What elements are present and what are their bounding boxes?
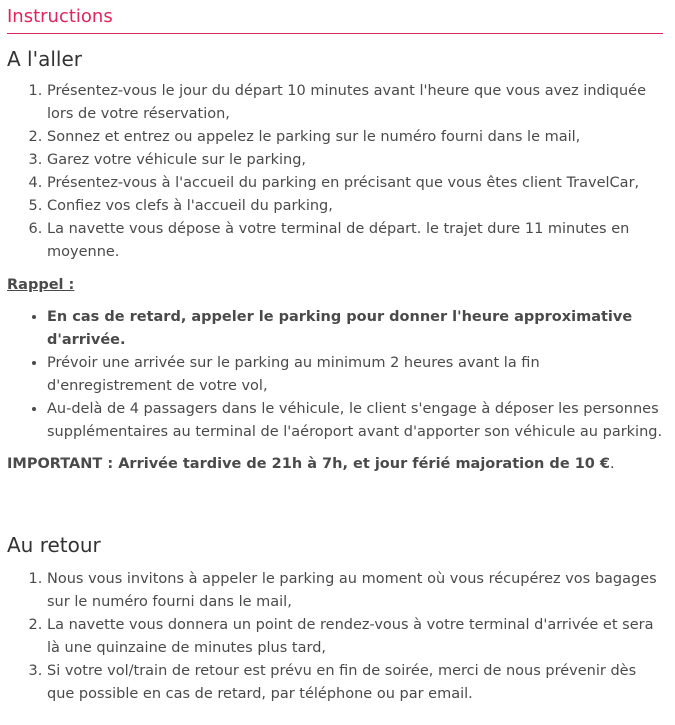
list-item: 1. Nous vous invitons à appeler le parking au moment où vous récupérez vos bagages sur le numéro fourni dans le mail, bbox=[47, 568, 663, 614]
list-item: 4. Présentez-vous à l'accueil du parking en précisant que vous êtes client TravelCar, bbox=[47, 172, 663, 195]
retour-heading: Au retour bbox=[7, 533, 101, 557]
important-notice bbox=[7, 453, 663, 476]
retour-steps-list bbox=[7, 568, 663, 706]
list-item: 5. Confiez vos clefs à l'accueil du parking, bbox=[47, 195, 663, 218]
list-item: 2. La navette vous donnera un point de rendez-vous à votre terminal d'arrivée et sera là une quinzaine de minutes plus tard, bbox=[47, 614, 663, 660]
instructions-panel bbox=[7, 0, 663, 706]
rappel-list bbox=[7, 306, 663, 444]
list-item: 3. Si votre vol/train de retour est prévu en fin de soirée, merci de nous prévenir dès que possible en cas de retard, par téléphone ou par email. bbox=[47, 660, 663, 706]
list-item: • Au-delà de 4 passagers dans le véhicule, le client s'engage à déposer les personnes supplémentaires au terminal de l'aéroport avant d'apporter son véhicule au parking. bbox=[47, 398, 663, 444]
rappel-label: Rappel : bbox=[7, 277, 75, 293]
list-item: • Prévoir une arrivée sur le parking au minimum 2 heures avant la fin d'enregistrement de votre vol, bbox=[47, 352, 663, 398]
list-item: 1. Présentez-vous le jour du départ 10 minutes avant l'heure que vous avez indiquée lors de votre réservation, bbox=[47, 80, 663, 126]
important-bold-text: IMPORTANT : Arrivée tardive de 21h à 7h, et jour férié majoration de 10 € bbox=[7, 456, 611, 472]
important-suffix: . bbox=[610, 456, 615, 472]
list-item: 2. Sonnez et entrez ou appelez le parking sur le numéro fourni dans le mail, bbox=[47, 126, 663, 149]
list-item: • En cas de retard, appeler le parking pour donner l'heure approximative d'arrivée. bbox=[47, 306, 663, 352]
aller-steps-list bbox=[7, 80, 663, 264]
list-item: 6. La navette vous dépose à votre terminal de départ. le trajet dure 11 minutes en moyenne. bbox=[47, 218, 663, 264]
list-item: 3. Garez votre véhicule sur le parking, bbox=[47, 149, 663, 172]
aller-heading: A l'aller bbox=[7, 47, 82, 71]
instructions-title: Instructions bbox=[7, 0, 663, 34]
